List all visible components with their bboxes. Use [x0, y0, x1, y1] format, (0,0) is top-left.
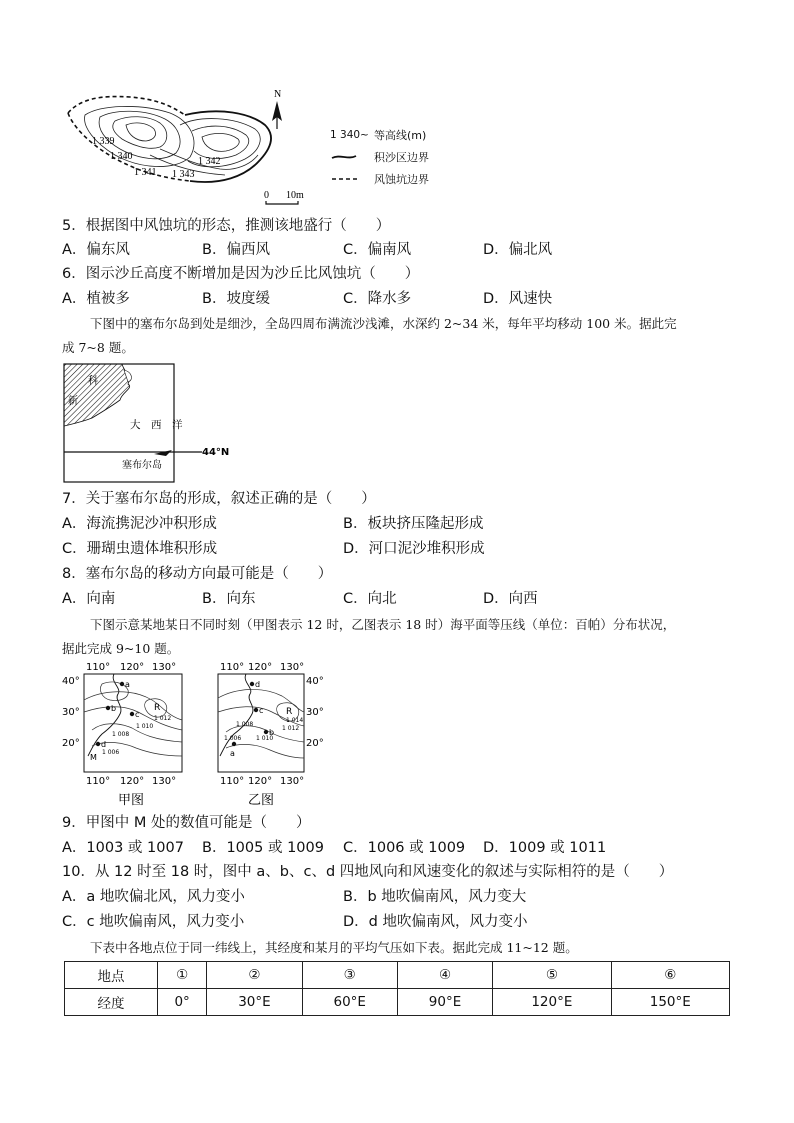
table-row — [65, 989, 730, 1016]
table-row — [65, 962, 730, 989]
lon-label: 110° — [220, 776, 245, 787]
figure-isobar-jia — [62, 660, 190, 810]
q10-option-a[interactable]: A．a 地吹偏北风，风力变小 — [62, 889, 245, 905]
lat-label: 40° — [306, 676, 324, 687]
point-label: b — [111, 704, 117, 713]
contour-label: 1 342 — [198, 156, 221, 167]
isobar-label: 1 014 — [286, 717, 304, 724]
q9-option-a[interactable]: A．1003 或 1007 — [62, 840, 184, 856]
q9-option-c[interactable]: C．1006 或 1009 — [343, 840, 466, 856]
contour-label: 1 340 — [110, 151, 133, 162]
point-label: d — [255, 680, 261, 689]
table-cell: ② — [207, 962, 302, 989]
point-label: d — [101, 740, 107, 749]
passage-9-10-line2: 据此完成 9~10 题。 — [62, 641, 180, 656]
q8-option-a[interactable]: A．向南 — [62, 591, 116, 607]
isobar-label: 1 006 — [224, 735, 242, 742]
pressure-table — [64, 961, 730, 1016]
sable-island-shape — [154, 450, 172, 456]
legend-contour-symbol: 1 340~ — [330, 129, 369, 141]
question-6: 6．图示沙丘高度不断增加是因为沙丘比风蚀坑（ ） — [62, 266, 420, 282]
question-5: 5．根据图中风蚀坑的形态，推测该地盛行（ ） — [62, 218, 391, 234]
dashed-line-icon — [330, 174, 374, 184]
q7-option-c[interactable]: C．珊瑚虫遗体堆积形成 — [62, 541, 218, 557]
isobar-map-jia — [62, 660, 190, 810]
table-cell: ① — [158, 962, 207, 989]
contour-label: 1 339 — [92, 136, 115, 147]
table-cell: 60°E — [302, 989, 397, 1016]
table-cell: ③ — [302, 962, 397, 989]
q5-option-d[interactable]: D．偏北风 — [483, 242, 553, 258]
isobar-label: 1 012 — [154, 715, 172, 722]
lat-label: 20° — [306, 738, 324, 749]
point-label: c — [259, 706, 264, 715]
q6-option-b[interactable]: B．坡度缓 — [202, 291, 270, 307]
lon-label: 110° — [86, 776, 111, 787]
q8-option-d[interactable]: D．向西 — [483, 591, 538, 607]
point-label: a — [125, 680, 130, 689]
table-cell: ⑤ — [493, 962, 611, 989]
map-label-ocean: 大 西 洋 — [130, 419, 183, 431]
map-label-ke: 科 — [88, 376, 98, 387]
lon-label: 120° — [120, 776, 145, 787]
scale-label: 10m — [286, 190, 304, 201]
lat-label: 20° — [62, 738, 80, 749]
scale-zero: 0 — [264, 190, 269, 201]
lon-label: 110° — [220, 662, 245, 673]
legend-pit-text: 风蚀坑边界 — [374, 173, 429, 186]
q5-option-a[interactable]: A．偏东风 — [62, 242, 130, 258]
table-cell: 150°E — [611, 989, 729, 1016]
question-10: 10．从 12 时至 18 时，图中 a、b、c、d 四地风向和风速变化的叙述与实际相符的是（ ） — [62, 864, 674, 880]
point-label: b — [269, 728, 275, 737]
figure1-legend — [330, 124, 470, 194]
figure-isobar-yi — [212, 660, 340, 810]
map-label-island: 塞布尔岛 — [122, 460, 162, 471]
table-cell: 地点 — [65, 962, 158, 989]
figure-sable-island-map — [62, 362, 242, 486]
isobar-label: 1 008 — [236, 721, 254, 728]
point-label: R — [286, 707, 293, 717]
lon-label: 130° — [152, 662, 177, 673]
question-7: 7．关于塞布尔岛的形成，叙述正确的是（ ） — [62, 491, 376, 507]
q9-option-b[interactable]: B．1005 或 1009 — [202, 840, 324, 856]
lon-label: 120° — [248, 776, 273, 787]
q6-option-a[interactable]: A．植被多 — [62, 291, 130, 307]
q7-option-d[interactable]: D．河口泥沙堆积形成 — [343, 541, 485, 557]
q10-option-d[interactable]: D．d 地吹偏南风，风力变小 — [343, 914, 528, 930]
table-cell: 30°E — [207, 989, 302, 1016]
legend-sand — [330, 146, 470, 168]
isobar-label: 1 008 — [112, 731, 130, 738]
lon-label: 130° — [280, 776, 305, 787]
q5-option-c[interactable]: C．偏南风 — [343, 242, 412, 258]
point-label: c — [135, 710, 140, 719]
legend-contour-text: 等高线(m) — [374, 129, 427, 142]
passage-7-8-line1: 下图中的塞布尔岛到处是细沙，全岛四周布满流沙浅滩，水深约 2~34 米，每年平均移动 100 米。据此完 — [90, 316, 677, 331]
q10-option-c[interactable]: C．c 地吹偏南风，风力变小 — [62, 914, 245, 930]
q5-option-b[interactable]: B．偏西风 — [202, 242, 270, 258]
scale-bar — [266, 201, 298, 204]
contour-label: 1 343 — [172, 169, 195, 180]
lon-label: 110° — [86, 662, 111, 673]
q8-option-b[interactable]: B．向东 — [202, 591, 256, 607]
lat-label: 40° — [62, 676, 80, 687]
isobar-label: 1 010 — [256, 735, 274, 742]
figure-caption-jia: 甲图 — [118, 793, 145, 808]
table-cell: ④ — [397, 962, 492, 989]
q6-option-c[interactable]: C．降水多 — [343, 291, 412, 307]
table-cell: 120°E — [493, 989, 611, 1016]
q7-option-b[interactable]: B．板块挤压隆起形成 — [343, 516, 484, 532]
q8-option-c[interactable]: C．向北 — [343, 591, 397, 607]
table-cell: 0° — [158, 989, 207, 1016]
q6-option-d[interactable]: D．风速快 — [483, 291, 553, 307]
table-cell: ⑥ — [611, 962, 729, 989]
passage-9-10-line1: 下图示意某地某日不同时刻（甲图表示 12 时，乙图表示 18 时）海平面等压线（单位：百帕）分布状况， — [90, 617, 676, 632]
legend-sand-text: 积沙区边界 — [374, 151, 429, 164]
question-8: 8．塞布尔岛的移动方向最可能是（ ） — [62, 566, 333, 582]
q7-option-a[interactable]: A．海流携泥沙冲积形成 — [62, 516, 217, 532]
isobar-label: 1 006 — [102, 749, 120, 756]
legend-contour — [330, 124, 470, 146]
point-label: M — [90, 753, 97, 762]
lon-label: 120° — [120, 662, 145, 673]
lon-label: 120° — [248, 662, 273, 673]
isobar-label: 1 010 — [136, 723, 154, 730]
lon-label: 130° — [280, 662, 305, 673]
map-label-xin: 新 — [68, 396, 78, 407]
table-cell: 经度 — [65, 989, 158, 1016]
figure-caption-yi: 乙图 — [248, 793, 275, 808]
point-label: a — [230, 749, 235, 758]
q9-option-d[interactable]: D．1009 或 1011 — [483, 840, 607, 856]
point-label: R — [154, 703, 161, 713]
latitude-label: 44°N — [202, 447, 230, 458]
question-9: 9．甲图中 M 处的数值可能是（ ） — [62, 815, 311, 831]
sable-island-map — [62, 362, 242, 486]
passage-11-12: 下表中各地点位于同一纬线上，其经度和某月的平均气压如下表。据此完成 11~12 题。 — [90, 940, 578, 955]
contour-label: 1 341 — [134, 167, 157, 178]
q10-option-b[interactable]: B．b 地吹偏南风，风力变大 — [343, 889, 527, 905]
legend-pit — [330, 168, 470, 190]
lat-label: 30° — [62, 707, 80, 718]
passage-7-8-line2: 成 7~8 题。 — [62, 340, 134, 355]
isobar-map-yi — [212, 660, 340, 810]
lat-label: 30° — [306, 707, 324, 718]
solid-line-icon — [330, 152, 374, 162]
isobar-label: 1 012 — [282, 725, 300, 732]
table-cell: 90°E — [397, 989, 492, 1016]
lon-label: 130° — [152, 776, 177, 787]
north-label: N — [274, 89, 282, 100]
